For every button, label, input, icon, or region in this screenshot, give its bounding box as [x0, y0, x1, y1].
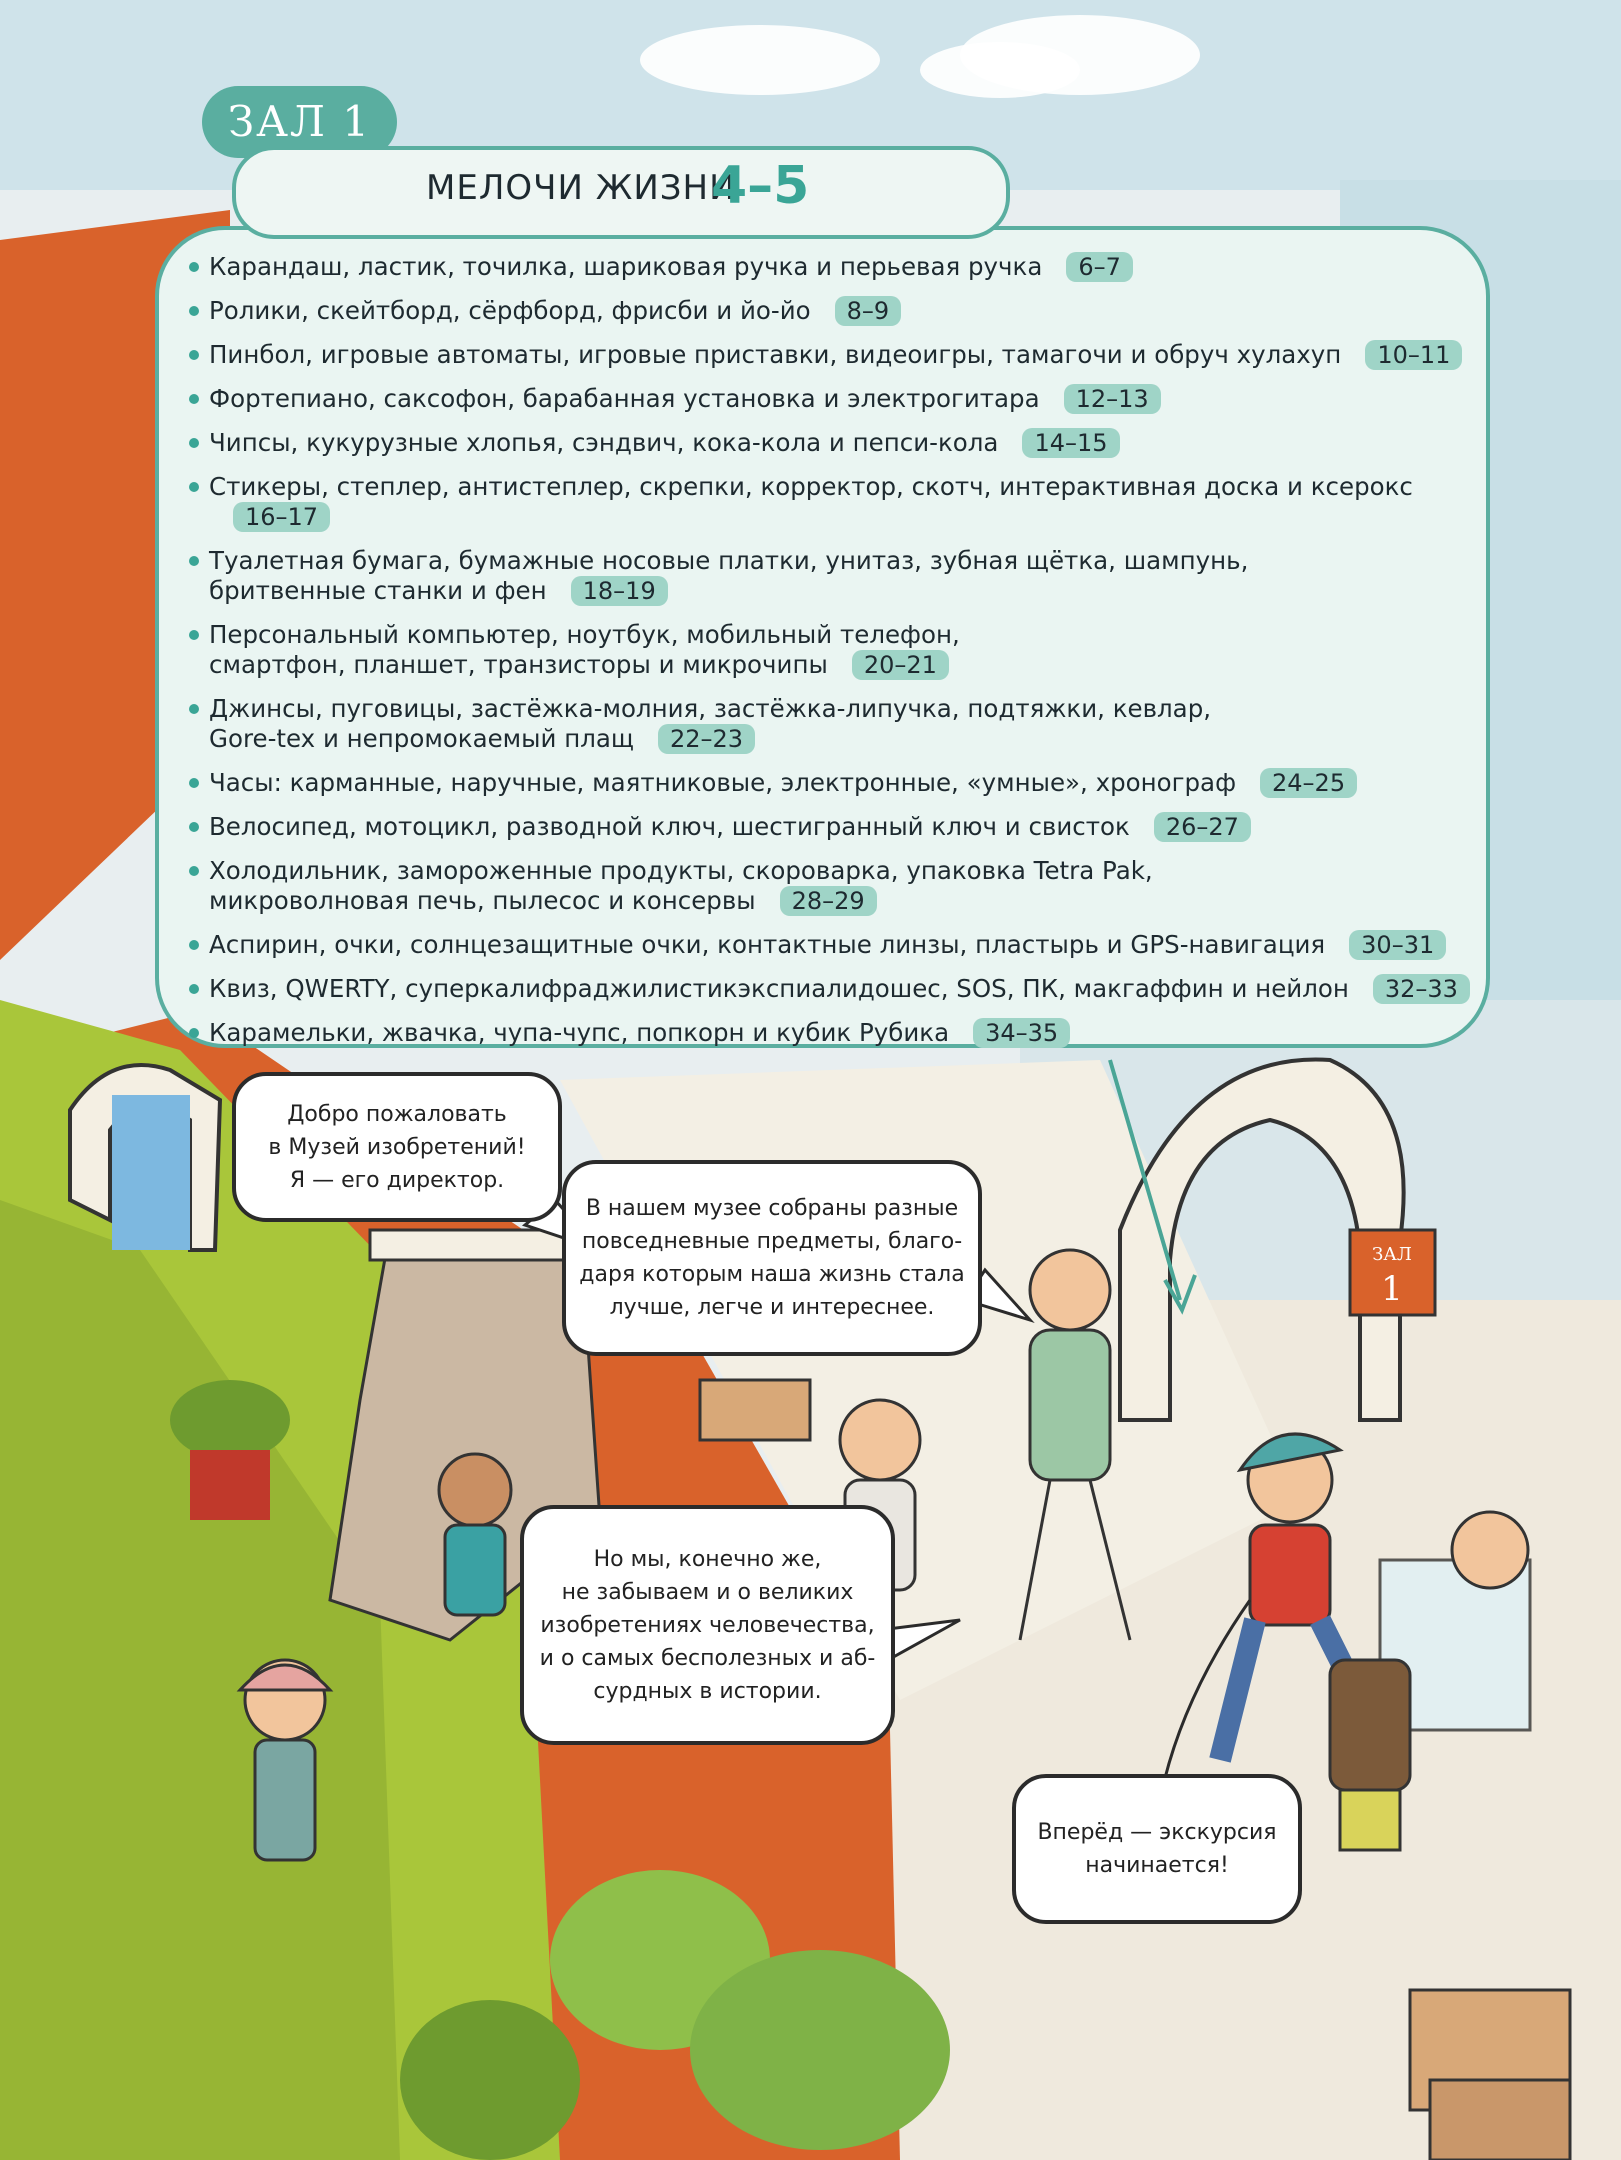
section-pages[interactable]: 4–5 — [711, 156, 810, 216]
bullet-icon — [189, 350, 199, 360]
speech-line: не забываем и о великих — [561, 1579, 854, 1605]
page-range-badge[interactable]: 16–17 — [233, 502, 330, 532]
contents-item-text: Велосипед, мотоцикл, разводной ключ, шестигранный ключ и свисток — [209, 812, 1130, 841]
contents-item — [189, 384, 1479, 414]
contents-item — [189, 546, 1479, 606]
bullet-icon — [189, 704, 199, 714]
speech-line: повседневные предметы, благо- — [581, 1229, 963, 1254]
section-title: МЕЛОЧИ ЖИЗНИ — [426, 168, 736, 208]
contents-item-text: Часы: карманные, наручные, маятниковые, электронные, «умные», хронограф — [209, 768, 1237, 797]
speech-bubble-collection — [562, 1160, 982, 1356]
speech-line: в Музей изобретений! — [268, 1134, 526, 1160]
contents-item — [189, 296, 1479, 326]
contents-item-text: Gore-tex и непромокаемый плащ — [209, 724, 634, 753]
speech-line: В нашем музее собраны разные — [585, 1196, 959, 1221]
page-range-badge[interactable]: 28–29 — [780, 886, 877, 916]
contents-item-text: Аспирин, очки, солнцезащитные очки, контактные линзы, пластырь и GPS-навигация — [209, 930, 1326, 959]
contents-item — [189, 930, 1479, 960]
page-range-badge[interactable]: 26–27 — [1154, 812, 1251, 842]
hall-tab: ЗАЛ 1 — [202, 86, 397, 158]
bullet-icon — [189, 262, 199, 272]
speech-line: Добро пожаловать — [287, 1101, 507, 1127]
bullet-icon — [189, 778, 199, 788]
contents-item-text: Холодильник, замороженные продукты, скороварка, упаковка Tetra Pak, — [209, 856, 1153, 885]
contents-item-text: Джинсы, пуговицы, застёжка-молния, застёжка-липучка, подтяжки, кевлар, — [209, 694, 1212, 723]
page-range-badge[interactable]: 6–7 — [1066, 252, 1133, 282]
speech-line: начинается! — [1085, 1853, 1229, 1878]
contents-item-text: Фортепиано, саксофон, барабанная установка и электрогитара — [209, 384, 1040, 413]
contents-item — [189, 694, 1479, 754]
bullet-icon — [189, 306, 199, 316]
contents-item-text: Стикеры, степлер, антистеплер, скрепки, корректор, скотч, интерактивная доска и ксерокс — [209, 472, 1413, 501]
speech-line: Я — его директор. — [289, 1167, 505, 1193]
contents-list — [189, 252, 1479, 1062]
bullet-icon — [189, 438, 199, 448]
contents-item — [189, 340, 1479, 370]
speech-line: лучше, легче и интереснее. — [609, 1295, 935, 1320]
speech-line: сурдных в истории. — [593, 1678, 822, 1704]
contents-item — [189, 812, 1479, 842]
hall-sign-number: 1 — [1381, 1269, 1403, 1309]
contents-item — [189, 252, 1479, 282]
page-range-badge[interactable]: 10–11 — [1365, 340, 1462, 370]
page-range-badge[interactable]: 14–15 — [1022, 428, 1119, 458]
contents-panel — [155, 226, 1490, 1048]
page-range-badge[interactable]: 22–23 — [658, 724, 755, 754]
bullet-icon — [189, 482, 199, 492]
contents-item — [189, 428, 1479, 458]
bullet-icon — [189, 394, 199, 404]
contents-item-text: Чипсы, кукурузные хлопья, сэндвич, кока-кола и пепси-кола — [209, 428, 999, 457]
contents-item-text: Персональный компьютер, ноутбук, мобильный телефон, — [209, 620, 960, 649]
contents-item — [189, 768, 1479, 798]
bullet-icon — [189, 630, 199, 640]
page-range-badge[interactable]: 34–35 — [973, 1018, 1070, 1048]
bullet-icon — [189, 1028, 199, 1038]
speech-bubble-inventions — [520, 1505, 895, 1745]
contents-item-text: Карамельки, жвачка, чупа-чупс, попкорн и кубик Рубика — [209, 1018, 950, 1047]
speech-line: Но мы, конечно же, — [593, 1546, 822, 1572]
contents-item-text: Ролики, скейтборд, сёрфборд, фрисби и йо-йо — [209, 296, 811, 325]
contents-item-text: бритвенные станки и фен — [209, 576, 547, 605]
contents-item — [189, 1018, 1479, 1048]
page-range-badge[interactable]: 30–31 — [1349, 930, 1446, 960]
contents-item — [189, 974, 1479, 1004]
contents-item — [189, 620, 1479, 680]
section-title-card — [232, 146, 1010, 239]
contents-item — [189, 472, 1479, 532]
speech-bubble-forward — [1012, 1774, 1302, 1924]
page-range-badge[interactable]: 18–19 — [571, 576, 668, 606]
contents-item — [189, 856, 1479, 916]
contents-item-text: смартфон, планшет, транзисторы и микрочипы — [209, 650, 828, 679]
bullet-icon — [189, 866, 199, 876]
page-range-badge[interactable]: 8–9 — [835, 296, 902, 326]
speech-line: и о самых бесполезных и аб- — [539, 1645, 876, 1671]
page-range-badge[interactable]: 12–13 — [1064, 384, 1161, 414]
page-range-badge[interactable]: 24–25 — [1260, 768, 1357, 798]
bullet-icon — [189, 940, 199, 950]
contents-item-text: микроволновая печь, пылесос и консервы — [209, 886, 756, 915]
page-range-badge[interactable]: 32–33 — [1373, 974, 1470, 1004]
page-range-badge[interactable]: 20–21 — [852, 650, 949, 680]
bullet-icon — [189, 984, 199, 994]
bullet-icon — [189, 556, 199, 566]
hall-sign: ЗАЛ — [1372, 1244, 1412, 1265]
speech-line: изобретениях человечества, — [540, 1612, 875, 1638]
contents-item-text: Туалетная бумага, бумажные носовые платки, унитаз, зубная щётка, шампунь, — [209, 546, 1249, 575]
contents-item-text: Квиз, QWERTY, суперкалифраджилистикэкспиалидошес, SOS, ПК, макгаффин и нейлон — [209, 974, 1349, 1003]
bullet-icon — [189, 822, 199, 832]
contents-item-text: Карандаш, ластик, точилка, шариковая ручка и перьевая ручка — [209, 252, 1043, 281]
contents-item-text: Пинбол, игровые автоматы, игровые приставки, видеоигры, тамагочи и обруч хулахуп — [209, 340, 1342, 369]
speech-bubble-welcome — [232, 1072, 562, 1222]
speech-line: Вперёд — экскурсия — [1037, 1820, 1277, 1845]
speech-line: даря которым наша жизнь стала — [579, 1262, 965, 1287]
